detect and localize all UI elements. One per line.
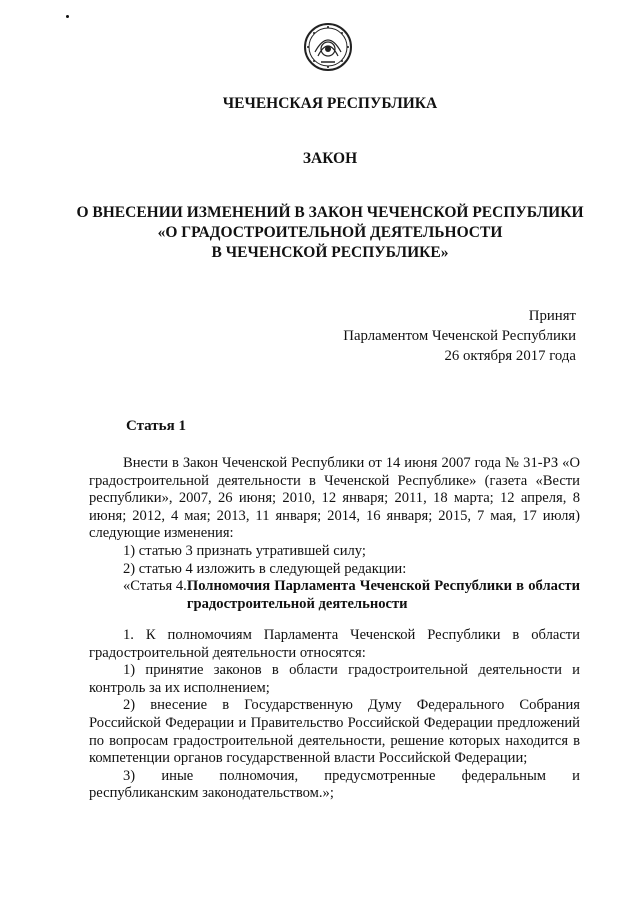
new-article-label: «Статья 4. xyxy=(123,578,187,595)
article-intro: Внести в Закон Чеченской Республики от 14 июня 2007 года № 31-РЗ «О градостроительной деятельности в Чеченской Республике» (газета «Вести республики», 2007, 26 июня; 2010, 12 января; 2011, 18 марта; 12 апреля, 8 июня; 2012, 4 мая; 2013, 11 января; 2014, 16 января; 2015, 7 мая, 17 июля) следующие изменения: xyxy=(89,455,580,542)
law-heading: ЗАКОН xyxy=(302,150,358,167)
coat-of-arms-emblem-icon xyxy=(303,22,353,72)
adoption-line-1: Принят xyxy=(528,308,576,324)
law-title-line-1: О ВНЕСЕНИИ ИЗМЕНЕНИЙ В ЗАКОН ЧЕЧЕНСКОЙ РЕСПУБЛИКИ xyxy=(76,204,584,221)
law-title xyxy=(60,203,600,263)
adoption-line-2: Парламентом Чеченской Республики xyxy=(343,328,576,344)
article-item-1: 1) статью 3 признать утратившей силу; xyxy=(123,542,366,559)
new-article-title: Полномочия Парламента Чеченской Республики в области градостроительной деятельности xyxy=(186,578,580,612)
new-article-heading xyxy=(89,578,580,613)
article-body-bottom xyxy=(89,627,580,803)
scan-dot xyxy=(66,15,69,18)
clause-1-item-2: 2) внесение в Государственную Думу Федерального Собрания Российской Федерации и Правительство Российской Федерации предложений по вопросам градостроительной деятельности, решение которых находится в компетенции органов государственной власти Российской Федерации; xyxy=(89,697,580,767)
adoption-block xyxy=(343,306,576,366)
article-body-top xyxy=(89,455,580,613)
clause-1-item-1: 1) принятие законов в области градостроительной деятельности и контроль за их исполнением; xyxy=(89,662,580,696)
republic-heading: ЧЕЧЕНСКАЯ РЕСПУБЛИКА xyxy=(222,95,438,112)
article-item-2: 2) статью 4 изложить в следующей редакции: xyxy=(123,560,407,577)
adoption-line-3: 26 октября 2017 года xyxy=(444,348,576,364)
law-title-line-2: «О ГРАДОСТРОИТЕЛЬНОЙ ДЕЯТЕЛЬНОСТИ xyxy=(157,224,503,241)
clause-1: 1. К полномочиям Парламента Чеченской Республики в области градостроительной деятельности относятся: xyxy=(89,627,580,661)
clause-1-item-3: 3) иные полномочия, предусмотренные федеральным и республиканским законодательством.»; xyxy=(89,767,580,802)
law-title-line-3: В ЧЕЧЕНСКОЙ РЕСПУБЛИКЕ» xyxy=(211,244,449,261)
article-heading: Статья 1 xyxy=(126,418,186,434)
